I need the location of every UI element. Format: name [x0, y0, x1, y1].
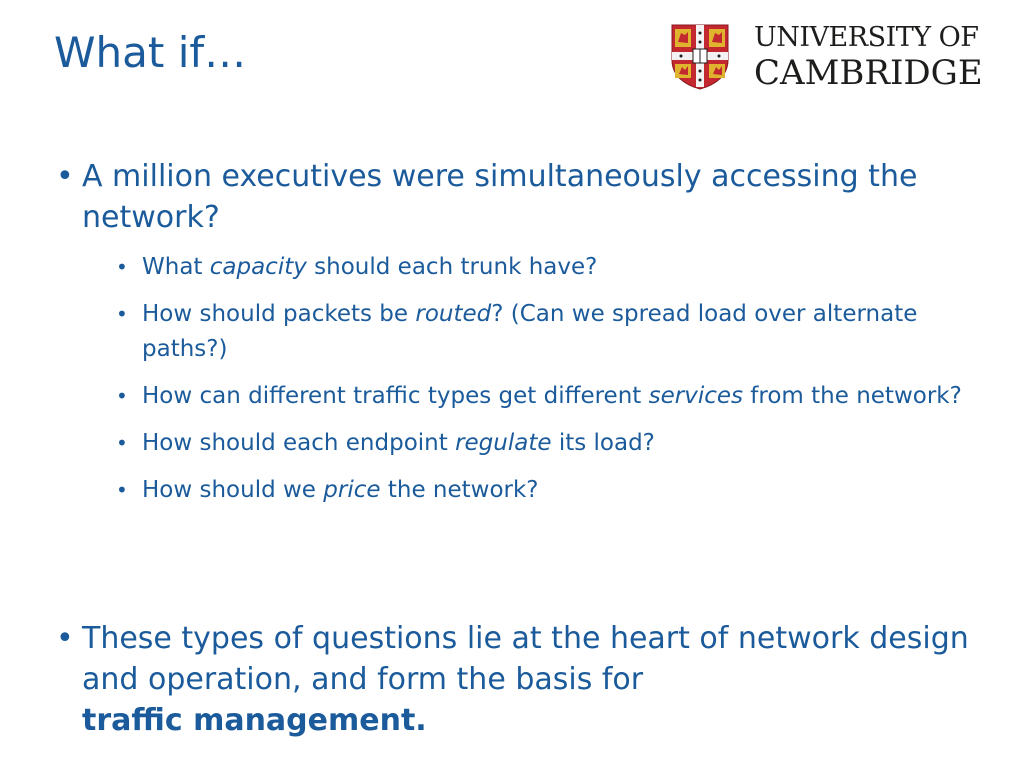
slide-title: What if…	[54, 28, 247, 77]
bullet-strong-text: traffic management.	[82, 703, 427, 738]
sub-bullet-dot: •	[116, 384, 128, 408]
sub-bullet-text-before: How should each endpoint	[142, 430, 456, 456]
sub-bullet-dot: •	[116, 431, 128, 455]
university-logo	[671, 22, 986, 92]
sub-bullet-text-after: the network?	[380, 477, 539, 503]
sub-bullet-list	[116, 250, 986, 508]
bullet-dot: •	[56, 621, 74, 656]
sub-bullet-emphasis: services	[648, 383, 743, 409]
sub-bullet-price	[116, 473, 986, 508]
sub-bullet-services	[116, 379, 986, 414]
sub-bullet-emphasis: capacity	[209, 254, 307, 280]
bullet-text: A million executives were simultaneously accessing the network?	[82, 159, 918, 235]
sub-bullet-text-after: its load?	[551, 430, 655, 456]
bullet-dot: •	[56, 159, 74, 194]
sub-bullet-text-before: How should packets be	[142, 301, 416, 327]
sub-bullet-routed	[116, 297, 986, 367]
sub-bullet-dot: •	[116, 302, 128, 326]
sub-bullet-text-after: from the network?	[743, 383, 962, 409]
sub-bullet-text-after: should each trunk have?	[306, 254, 598, 280]
logo-line-cambridge: CAMBRIDGE	[754, 53, 983, 93]
bullet-text: These types of questions lie at the heart of network design and operation, and form the basis for	[82, 621, 969, 697]
sub-bullet-text-after: ? (Can we spread load over alternate paths?)	[142, 301, 918, 362]
logo-wordmark	[754, 22, 983, 92]
sub-bullet-text-before: What	[142, 254, 210, 280]
sub-bullet-regulate	[116, 426, 986, 461]
sub-bullet-dot: •	[116, 478, 128, 502]
sub-bullet-text-before: How can different traffic types get different	[142, 383, 649, 409]
bullet-traffic-management	[56, 618, 986, 741]
sub-bullet-capacity	[116, 250, 986, 285]
sub-bullet-emphasis: regulate	[455, 430, 552, 456]
main-bullet-list	[56, 156, 986, 520]
sub-bullet-emphasis: price	[323, 477, 381, 503]
sub-bullet-dot: •	[116, 255, 128, 279]
sub-bullet-emphasis: routed	[415, 301, 492, 327]
bullet-million-executives	[56, 156, 986, 238]
second-bullet-list	[56, 618, 986, 741]
sub-bullet-text-before: How should we	[142, 477, 324, 503]
coat-of-arms-icon	[671, 24, 729, 90]
logo-line-university-of: UNIVERSITY OF	[754, 22, 979, 53]
